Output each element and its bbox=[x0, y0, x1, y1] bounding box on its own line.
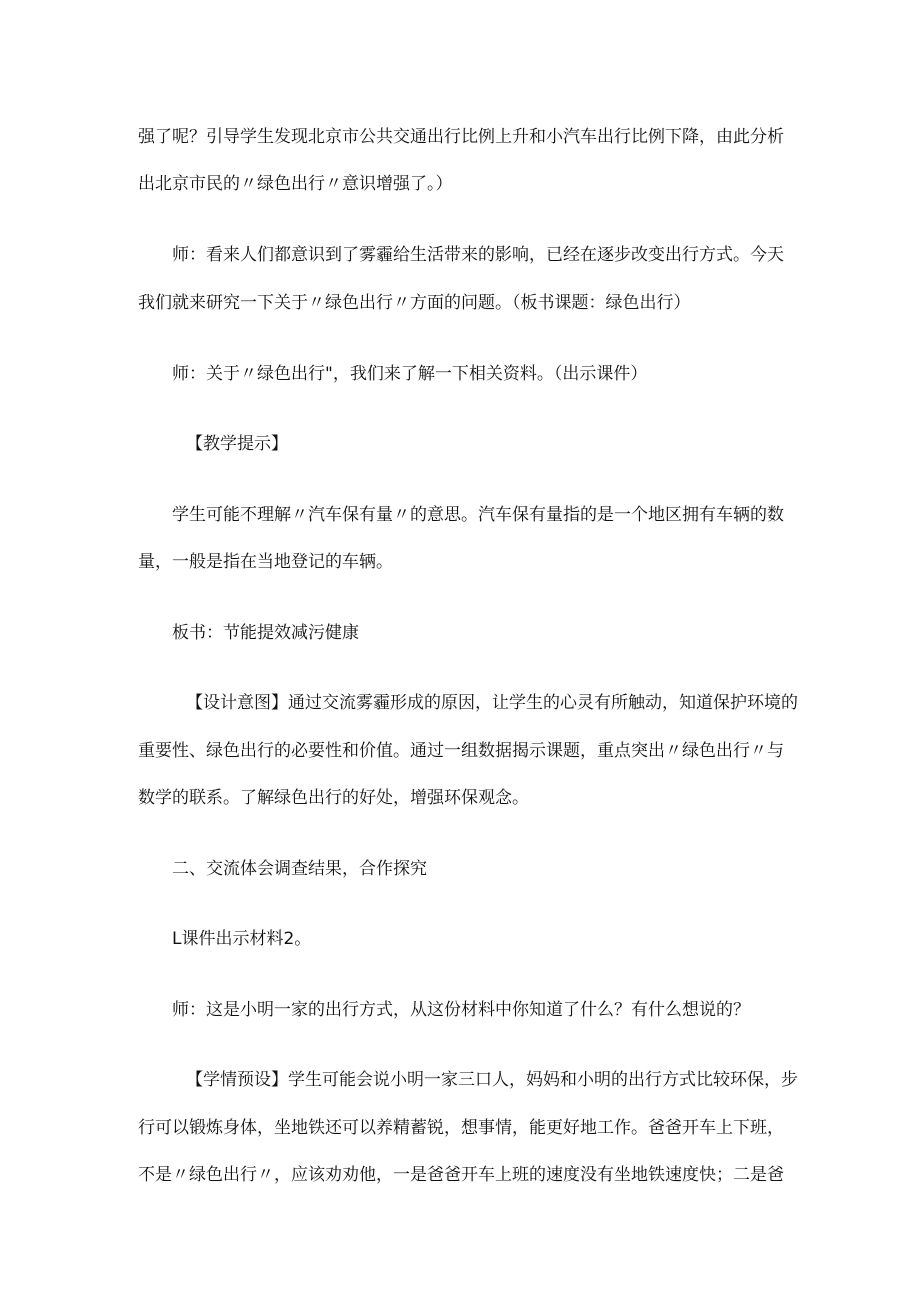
text-line: 行可以锻炼身体，坐地铁还可以养精蓄锐，想事情，能更好地工作。爸爸开车上下班， bbox=[138, 1118, 784, 1138]
text-line: 数学的联系。了解绿色出行的好处，增强环保观念。 bbox=[138, 788, 529, 808]
section-heading: 二、交流体会调查结果，合作探究 bbox=[172, 859, 427, 879]
text-line: 学生可能不理解〃汽车保有量〃的意思。汽车保有量指的是一个地区拥有车辆的数 bbox=[172, 505, 784, 525]
text-line: 我们就来研究一下关于〃绿色出行〃方面的问题。（板书课题：绿色出行） bbox=[138, 293, 691, 313]
text-line: L课件出示材料2。 bbox=[172, 929, 312, 949]
text-line: 板书：节能提效减污健康 bbox=[172, 623, 359, 643]
text-line: 出北京市民的〃绿色出行〃意识增强了。） bbox=[138, 174, 453, 194]
text-line: 强了呢？引导学生发现北京市公共交通出行比例上升和小汽车出行比例下降，由此分析 bbox=[138, 127, 784, 147]
text-line: 重要性、绿色出行的必要性和价值。通过一组数据揭示课题，重点突出〃绿色出行〃与 bbox=[138, 741, 784, 761]
text-line: 师：这是小明一家的出行方式，从这份材料中你知道了什么？有什么想说的？ bbox=[172, 1000, 750, 1020]
section-heading: 【教学提示】 bbox=[186, 434, 288, 454]
text-line: 【设计意图】通过交流雾霾形成的原因，让学生的心灵有所触动，知道保护环境的 bbox=[186, 693, 798, 713]
text-line: 师：看来人们都意识到了雾霾给生活带来的影响，已经在逐步改变出行方式。今天 bbox=[172, 245, 784, 265]
text-line: 量，一般是指在当地登记的车辆。 bbox=[138, 552, 393, 572]
text-line: 【学情预设】学生可能会说小明一家三口人，妈妈和小明的出行方式比较环保，步 bbox=[186, 1070, 798, 1090]
text-line: 不是〃绿色出行〃，应该劝劝他，一是爸爸开车上班的速度没有坐地铁速度快；二是爸 bbox=[138, 1165, 784, 1185]
text-line: 师：关于〃绿色出行"，我们来了解一下相关资料。（出示课件） bbox=[172, 364, 648, 384]
